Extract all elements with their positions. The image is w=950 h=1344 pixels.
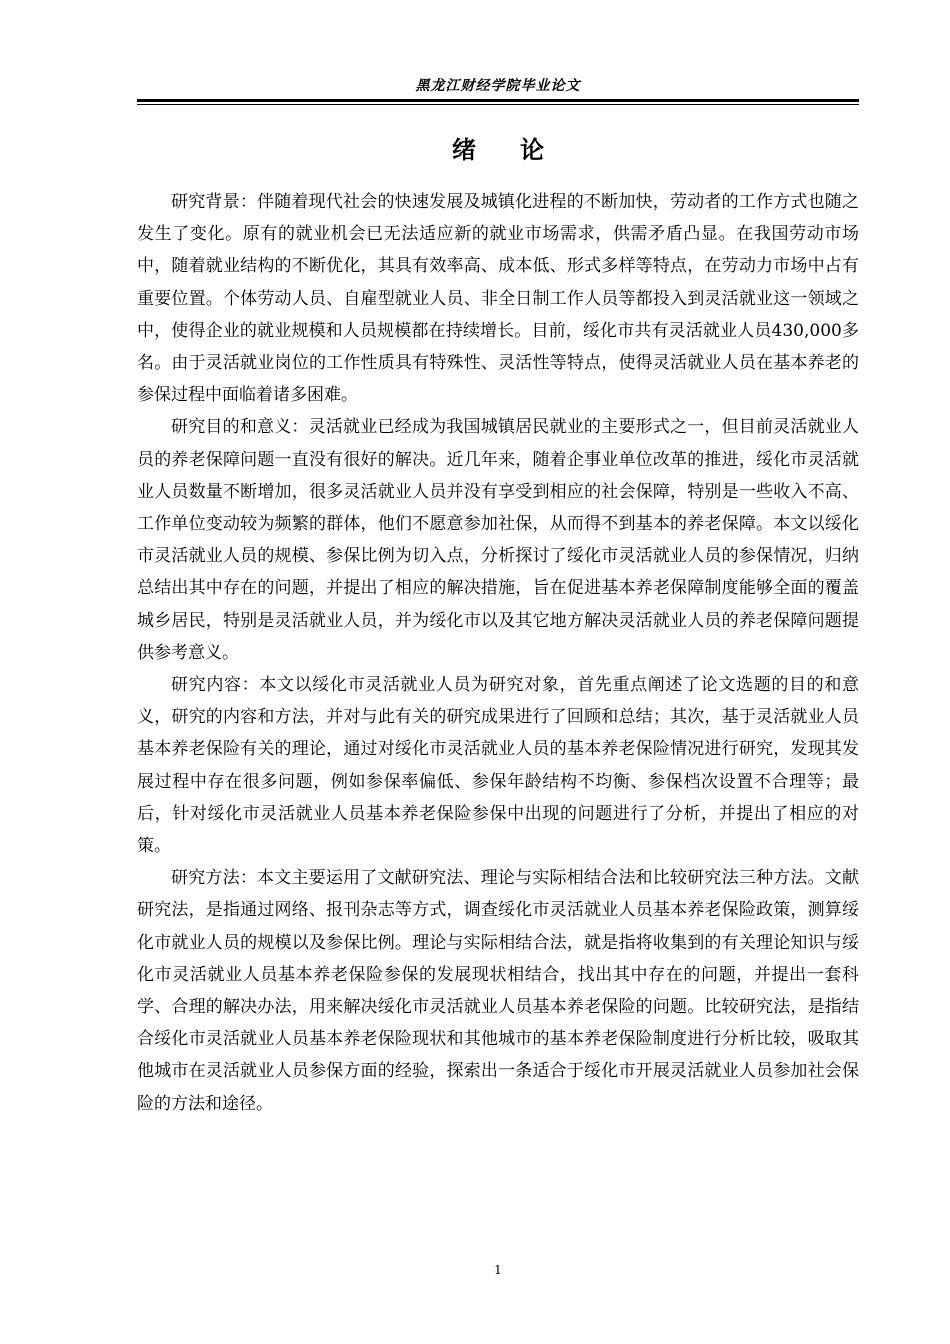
paragraph-methods: 研究方法：本文主要运用了文献研究法、理论与实际相结合法和比较研究法三种方法。文献研究法，是指通过网络、报刊杂志等方式，调查绥化市灵活就业人员基本养老保险政策，测算绥化市就业人员的规模以及参保比例。理论与实际相结合法，就是指将收集到的有关理论知识与绥化市灵活就业人员基本养老保险参保的发展现状相结合，找出其中存在的问题，并提出一套科学、合理的解决办法，用来解决绥化市灵活就业人员基本养老保险的问题。比较研究法，是指结合绥化市灵活就业人员基本养老保险现状和其他城市的基本养老保险制度进行分析比较，吸取其他城市在灵活就业人员参保方面的经验，探索出一条适合于绥化市开展灵活就业人员参加社会保险的方法和途径。 — [137, 868, 859, 1114]
running-header: 黑龙江财经学院毕业论文 — [415, 78, 581, 94]
body-text — [137, 186, 859, 1120]
page-title: 绪论 — [452, 135, 588, 164]
paragraph-content: 研究内容：本文以绥化市灵活就业人员为研究对象，首先重点阐述了论文选题的目的和意义，研究的内容和方法，并对与此有关的研究成果进行了回顾和总结；其次，基于灵活就业人员基本养老保险有关的理论，通过对绥化市灵活就业人员的基本养老保险情况进行研究，发现其发展过程中存在很多问题，例如参保率偏低、参保年龄结构不均衡、参保档次设置不合理等；最后，针对绥化市灵活就业人员基本养老保险参保中出现的问题进行了分析，并提出了相应的对策。 — [137, 675, 859, 857]
paragraph-purpose: 研究目的和意义：灵活就业已经成为我国城镇居民就业的主要形式之一，但目前灵活就业人员的养老保障问题一直没有很好的解决。近几年来，随着企事业单位改革的推进，绥化市灵活就业人员数量不断增加，很多灵活就业人员并没有享受到相应的社会保障，特别是一些收入不高、工作单位变动较为频繁的群体，他们不愿意参加社保，从而得不到基本的养老保障。本文以绥化市灵活就业人员的规模、参保比例为切入点，分析探讨了绥化市灵活就业人员的参保情况，归纳总结出其中存在的问题，并提出了相应的解决措施，旨在促进基本养老保障制度能够全面的覆盖城乡居民，特别是灵活就业人员，并为绥化市以及其它地方解决灵活就业人员的养老保障问题提供参考意义。 — [137, 417, 859, 663]
paragraph-background: 研究背景：伴随着现代社会的快速发展及城镇化进程的不断加快，劳动者的工作方式也随之发生了变化。原有的就业机会已无法适应新的就业市场需求，供需矛盾凸显。在我国劳动市场中，随着就业结构的不断优化，其具有效率高、成本低、形式多样等特点，在劳动力市场中占有重要位置。个体劳动人员、自雇型就业人员、非全日制工作人员等都投入到灵活就业这一领域之中，使得企业的就业规模和人员规模都在持续增长。目前，绥化市共有灵活就业人员430,000多名。由于灵活就业岗位的工作性质具有特殊性、灵活性等特点，使得灵活就业人员在基本养老的参保过程中面临着诸多困难。 — [137, 192, 859, 406]
header-rule-thin — [137, 104, 859, 105]
header-rule-thick — [137, 99, 859, 102]
page-number: 1 — [494, 1263, 502, 1277]
